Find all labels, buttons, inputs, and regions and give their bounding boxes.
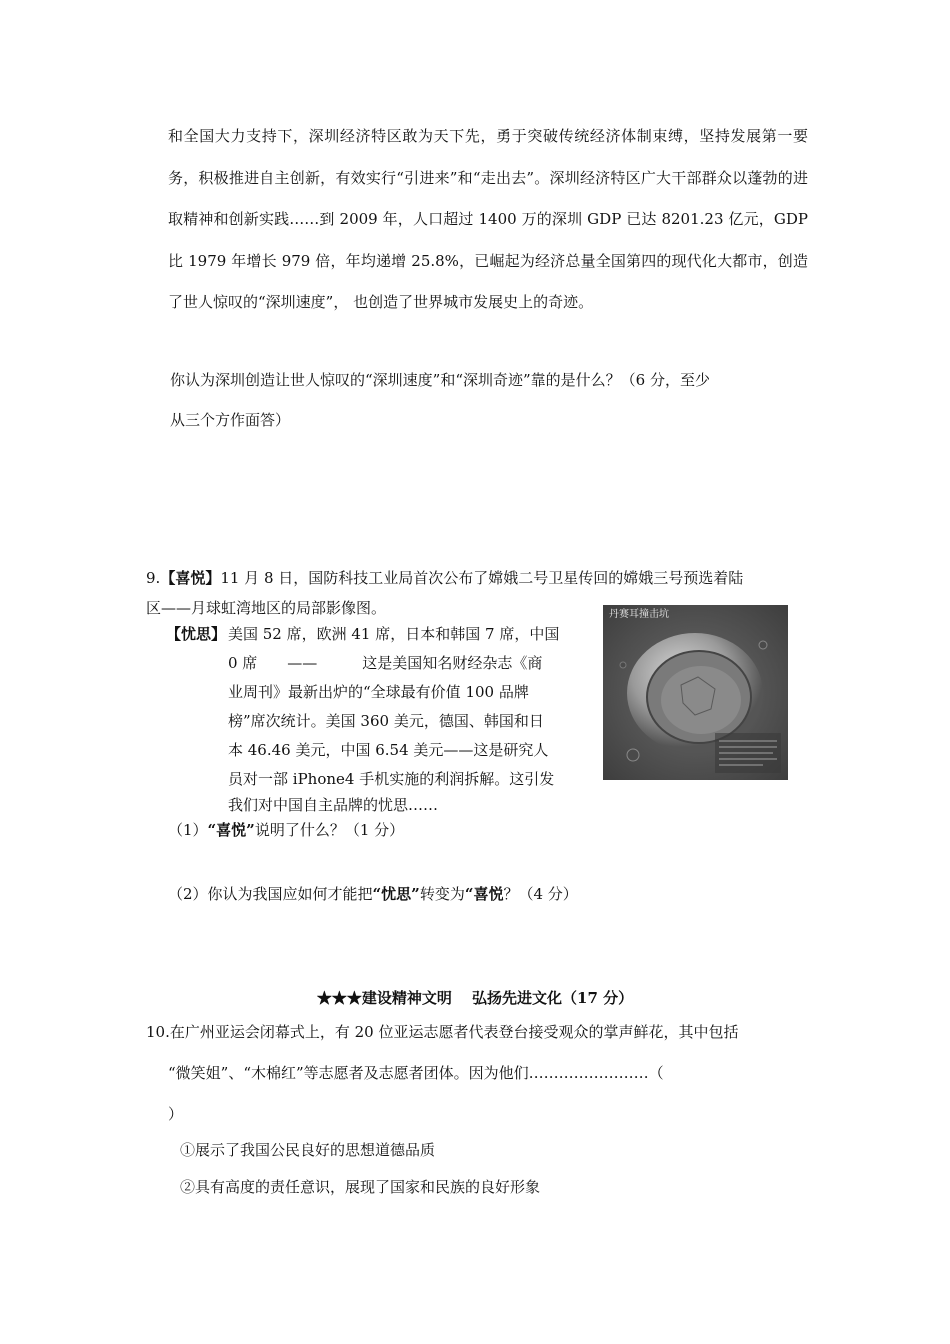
question10-line1: 10.在广州亚运会闭幕式上，有 20 位亚运志愿者代表登台接受观众的掌声鲜花，其中包括 [146, 1023, 739, 1041]
worry-line: 本 46.46 美元，中国 6.54 美元——这是研究人 [228, 741, 549, 759]
worry-line: 美国 52 席，欧洲 41 席，日本和韩国 7 席，中国 [228, 625, 560, 643]
question10-line2: “微笑姐”、“木棉红”等志愿者及志愿者团体。因为他们……………………（ [168, 1064, 664, 1082]
sub2-text: ？（4 分） [503, 885, 578, 903]
question10-option: ①展示了我国公民良好的思想道德品质 [180, 1141, 436, 1159]
question10-option: ②具有高度的责任意识，展现了国家和民族的良好形象 [180, 1178, 541, 1196]
sub2-prefix: （2）你认为我国应如何才能把 [168, 885, 373, 903]
crater-label: 丹赛耳撞击坑 [609, 609, 669, 620]
worry-line: 业周刊》最新出炉的“全球最有价值 100 品牌 [228, 683, 529, 701]
sub1-text: 说明了什么？（1 分） [254, 821, 405, 839]
worry-tag: 【忧思】 [166, 625, 227, 643]
question8-line2: 从三个方作面答） [170, 411, 291, 429]
question9-number: 9. [146, 569, 161, 587]
intro-paragraph: 和全国大力支持下，深圳经济特区敢为天下先，勇于突破传统经济体制束缚，坚持发展第一要务，积极推进自主创新，有效实行“引进来”和“走出去”。深圳经济特区广大干部群众以蓬勃的进取精神和创新实践……到 2009 年，人口超过 1400 万的深圳 GDP 已达 8201.23 亿元，GDP 比 1979 年增长 979 倍，年均递增 25.8%，已崛起为经济总量全国第四的现代化大都市，创造了世人惊叹的“深圳速度”， 也创造了世界城市发展史上的奇迹。 [168, 127, 808, 311]
question9-sub1 [168, 820, 404, 840]
sub2-joy-tag: “喜悦 [464, 885, 504, 903]
question9-joy-line1 [146, 568, 743, 588]
question9-sub2 [168, 884, 578, 904]
joy-text: 11 月 8 日，国防科技工业局首次公布了嫦娥二号卫星传回的嫦娥三号预选着陆 [220, 569, 744, 587]
worry-line: 榜”席次统计。美国 360 美元，德国、韩国和日 [228, 712, 544, 730]
worry-line: 我们对中国自主品牌的忧思…… [228, 796, 439, 814]
worry-line: 0 席 —— 这是美国知名财经杂志《商 [228, 654, 543, 672]
section-title: ★★★建设精神文明 弘扬先进文化（17 分） [316, 989, 634, 1007]
sub2-mid: 转变为 [419, 885, 465, 903]
sub2-worry-tag: “忧思” [372, 885, 420, 903]
lunar-crater-image [603, 605, 788, 780]
question9-joy-line2: 区——月球虹湾地区的局部影像图。 [146, 599, 387, 617]
sub1-joy-tag: “喜悦” [207, 821, 255, 839]
question10-line3: ） [168, 1105, 184, 1123]
crater-picture [603, 605, 788, 780]
question8-line1: 你认为深圳创造让世人惊叹的“深圳速度”和“深圳奇迹”靠的是什么？（6 分，至少 [170, 371, 710, 389]
joy-tag: 【喜悦】 [160, 569, 221, 587]
worry-line: 员对一部 iPhone4 手机实施的利润拆解。这引发 [228, 770, 555, 788]
sub1-prefix: （1） [168, 821, 208, 839]
